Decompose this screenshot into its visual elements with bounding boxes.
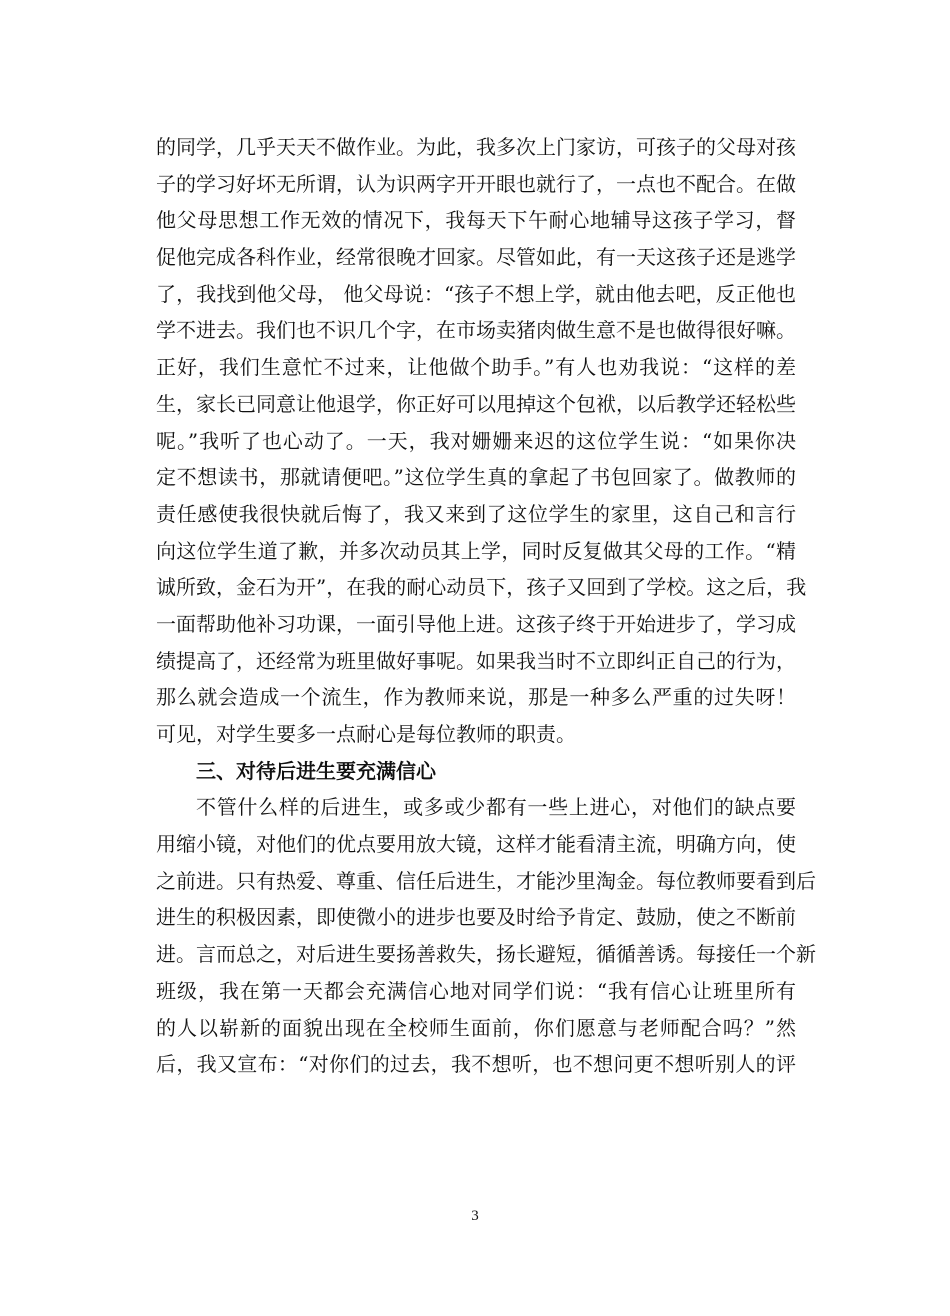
text-line: 呢。”我听了也心动了。一天，我对姗姗来迟的这位学生说：“如果你决	[156, 428, 796, 453]
text-line: 绩提高了，还经常为班里做好事呢。如果我当时不立即纠正自己的行为，	[156, 648, 796, 673]
text-line: 定不想读书，那就请便吧。”这位学生真的拿起了书包回家了。做教师的	[156, 465, 796, 490]
text-line: 一面帮助他补习功课，一面引导他上进。这孩子终于开始进步了，学习成	[156, 611, 796, 636]
text-line: 促他完成各科作业，经常很晚才回家。尽管如此，有一天这孩子还是逃学	[156, 245, 796, 270]
text-line: 之前进。只有热爱、尊重、信任后进生，才能沙里淘金。每位教师要看到后	[156, 868, 816, 893]
paragraph-1	[156, 129, 807, 753]
text-line: 的人以崭新的面貌出现在全校师生面前，你们愿意与老师配合吗？”然	[156, 1015, 796, 1040]
text-line: 责任感使我很快就后悔了，我又来到了这位学生的家里，这自己和言行	[156, 501, 796, 526]
text-line: 可见，对学生要多一点耐心是每位教师的职责。	[156, 722, 576, 746]
text-line: 的同学，几乎天天不做作业。为此，我多次上门家访，可孩子的父母对孩	[156, 135, 796, 159]
text-line: 正好，我们生意忙不过来，让他做个助手。”有人也劝我说：“这样的差	[156, 355, 796, 380]
text-line: 诚所致，金石为开”，在我的耐心动员下，孩子又回到了学校。这之后，我	[156, 575, 807, 600]
paragraph-2	[156, 789, 816, 1083]
text-line: 进生的积极因素，即使微小的进步也要及时给予肯定、鼓励，使之不断前	[156, 905, 796, 930]
text-line: 进。言而总之，对后进生要扬善救失，扬长避短，循循善诱。每接任一个新	[156, 942, 816, 967]
text-line: 那么就会造成一个流生，作为教师来说，那是一种多么严重的过失呀！	[156, 685, 796, 710]
text-line: 他父母思想工作无效的情况下，我每天下午耐心地辅导这孩子学习，督	[156, 208, 796, 233]
text-line: 生，家长已同意让他退学，你正好可以甩掉这个包袱，以后教学还轻松些	[156, 391, 796, 416]
text-line: 后，我又宣布：“对你们的过去，我不想听，也不想问更不想听别人的评	[156, 1052, 796, 1077]
section-heading: 三、对待后进生要充满信心	[196, 758, 436, 783]
text-line: 用缩小镜，对他们的优点要用放大镜，这样才能看清主流，明确方向，使	[156, 832, 796, 857]
text-line: 班级，我在第一天都会充满信心地对同学们说：“我有信心让班里所有	[156, 978, 796, 1003]
text-line: 学不进去。我们也不识几个字，在市场卖猪肉做生意不是也做得很好嘛。	[156, 318, 796, 343]
body-text	[156, 129, 816, 1083]
text-line: 向这位学生道了歉，并多次动员其上学，同时反复做其父母的工作。“精	[156, 538, 796, 563]
text-line: 了，我找到他父母， 他父母说：“孩子不想上学，就由他去吧，反正他也	[156, 281, 796, 306]
text-line: 子的学习好坏无所谓，认为识两字开开眼也就行了，一点也不配合。在做	[156, 171, 796, 196]
page-number: 3	[471, 1208, 479, 1224]
text-line: 不管什么样的后进生，或多或少都有一些上进心，对他们的缺点要	[196, 795, 796, 820]
